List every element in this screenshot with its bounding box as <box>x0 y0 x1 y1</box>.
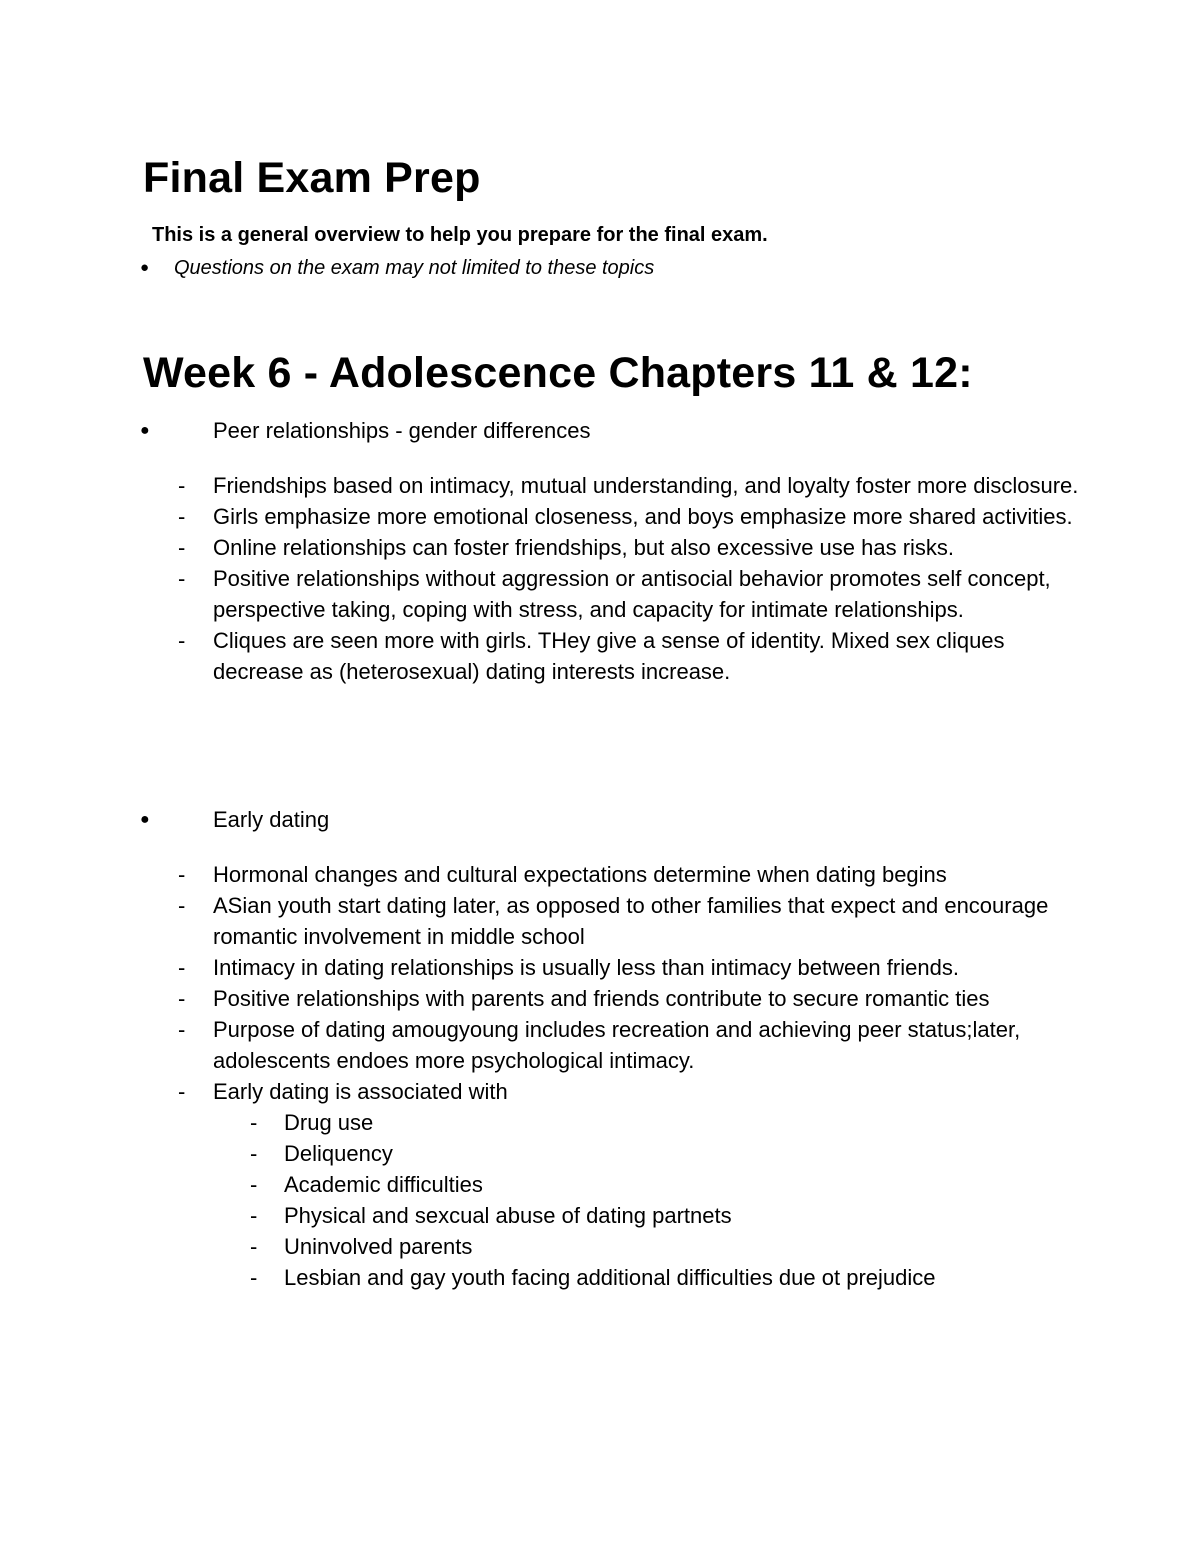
list-item <box>0 532 1093 563</box>
dash-icon: - <box>178 986 186 1011</box>
list-item-text: Positive relationships with parents and friends contribute to secure romantic ties <box>213 986 990 1011</box>
note-text: Questions on the exam may not limited to these topics <box>174 257 655 279</box>
sub-list-item-text: Academic difficulties <box>284 1172 483 1197</box>
list-item-text: ASian youth start dating later, as opposed to other families that expect and encourage romantic involvement in middle school <box>213 893 1049 949</box>
sub-list-item <box>0 1231 1200 1262</box>
dash-icon: - <box>250 1172 258 1197</box>
intro-text: This is a general overview to help you prepare for the final exam. <box>152 224 768 246</box>
list-item-text: Friendships based on intimacy, mutual understanding, and loyalty foster more disclosure. <box>213 473 1079 498</box>
dash-icon: - <box>178 1079 186 1104</box>
sub-list-item <box>0 1200 1200 1231</box>
list-item <box>0 625 1093 687</box>
topic-row <box>0 415 1200 446</box>
week-heading: Week 6 - Adolescence Chapters 11 & 12: <box>143 349 973 397</box>
sub-list-item-text: Lesbian and gay youth facing additional difficulties due ot prejudice <box>284 1265 936 1290</box>
dash-icon: - <box>178 1017 186 1042</box>
sub-items-list <box>0 1107 1200 1293</box>
list-item-text: Online relationships can foster friendships, but also excessive use has risks. <box>213 535 955 560</box>
note-list-item <box>140 253 1040 283</box>
dash-icon: - <box>250 1234 258 1259</box>
list-item-text: Intimacy in dating relationships is usually less than intimacy between friends. <box>213 955 959 980</box>
list-item <box>0 983 1093 1014</box>
sub-list-item <box>0 1138 1200 1169</box>
list-item <box>0 1014 1093 1076</box>
topic-label: Early dating <box>213 807 330 832</box>
sub-list-item-text: Physical and sexcual abuse of dating partnets <box>284 1203 732 1228</box>
dash-icon: - <box>178 862 186 887</box>
list-item <box>0 470 1093 501</box>
list-item-text: Purpose of dating amougyoung includes recreation and achieving peer status;later, adolescents endoes more psychological intimacy. <box>213 1017 1021 1073</box>
dash-icon: - <box>250 1265 258 1290</box>
dash-icon: - <box>178 955 186 980</box>
list-item <box>0 890 1093 952</box>
dash-icon: - <box>178 535 186 560</box>
list-item-text: Positive relationships without aggression or antisocial behavior promotes self concept, perspective taking, coping with stress, and capacity for intimate relationships. <box>213 566 1051 622</box>
dash-icon: - <box>178 473 186 498</box>
dash-icon: - <box>250 1110 258 1135</box>
topic-section-peer-relationships <box>0 415 1200 687</box>
list-item-text: Girls emphasize more emotional closeness, and boys emphasize more shared activities. <box>213 504 1073 529</box>
topic-items-list <box>0 859 1200 1107</box>
topic-row <box>0 804 1200 835</box>
sub-list-item <box>0 1262 1200 1293</box>
list-item-text: Cliques are seen more with girls. THey give a sense of identity. Mixed sex cliques decrease as (heterosexual) dating interests increase. <box>213 628 1005 684</box>
list-item-text: Early dating is associated with <box>213 1079 508 1104</box>
dash-icon: - <box>178 628 186 653</box>
list-item <box>0 952 1093 983</box>
list-item <box>0 859 1093 890</box>
list-item-text: Hormonal changes and cultural expectations determine when dating begins <box>213 862 947 887</box>
topic-label: Peer relationships - gender differences <box>213 418 591 443</box>
dash-icon: - <box>178 504 186 529</box>
bullet-icon: ● <box>140 811 150 828</box>
bullet-icon: ● <box>140 259 150 276</box>
dash-icon: - <box>178 566 186 591</box>
sub-list-item-text: Drug use <box>284 1110 374 1135</box>
sub-list-item-text: Deliquency <box>284 1141 393 1166</box>
dash-icon: - <box>178 893 186 918</box>
list-item <box>0 1076 1093 1107</box>
page-title: Final Exam Prep <box>143 154 481 202</box>
dash-icon: - <box>250 1141 258 1166</box>
dash-icon: - <box>250 1203 258 1228</box>
sub-list-item <box>0 1169 1200 1200</box>
bullet-icon: ● <box>140 422 150 439</box>
list-item <box>0 501 1093 532</box>
topic-section-early-dating <box>0 804 1200 1293</box>
list-item <box>0 563 1093 625</box>
sub-list-item <box>0 1107 1200 1138</box>
topic-items-list <box>0 470 1200 687</box>
sub-list-item-text: Uninvolved parents <box>284 1234 473 1259</box>
